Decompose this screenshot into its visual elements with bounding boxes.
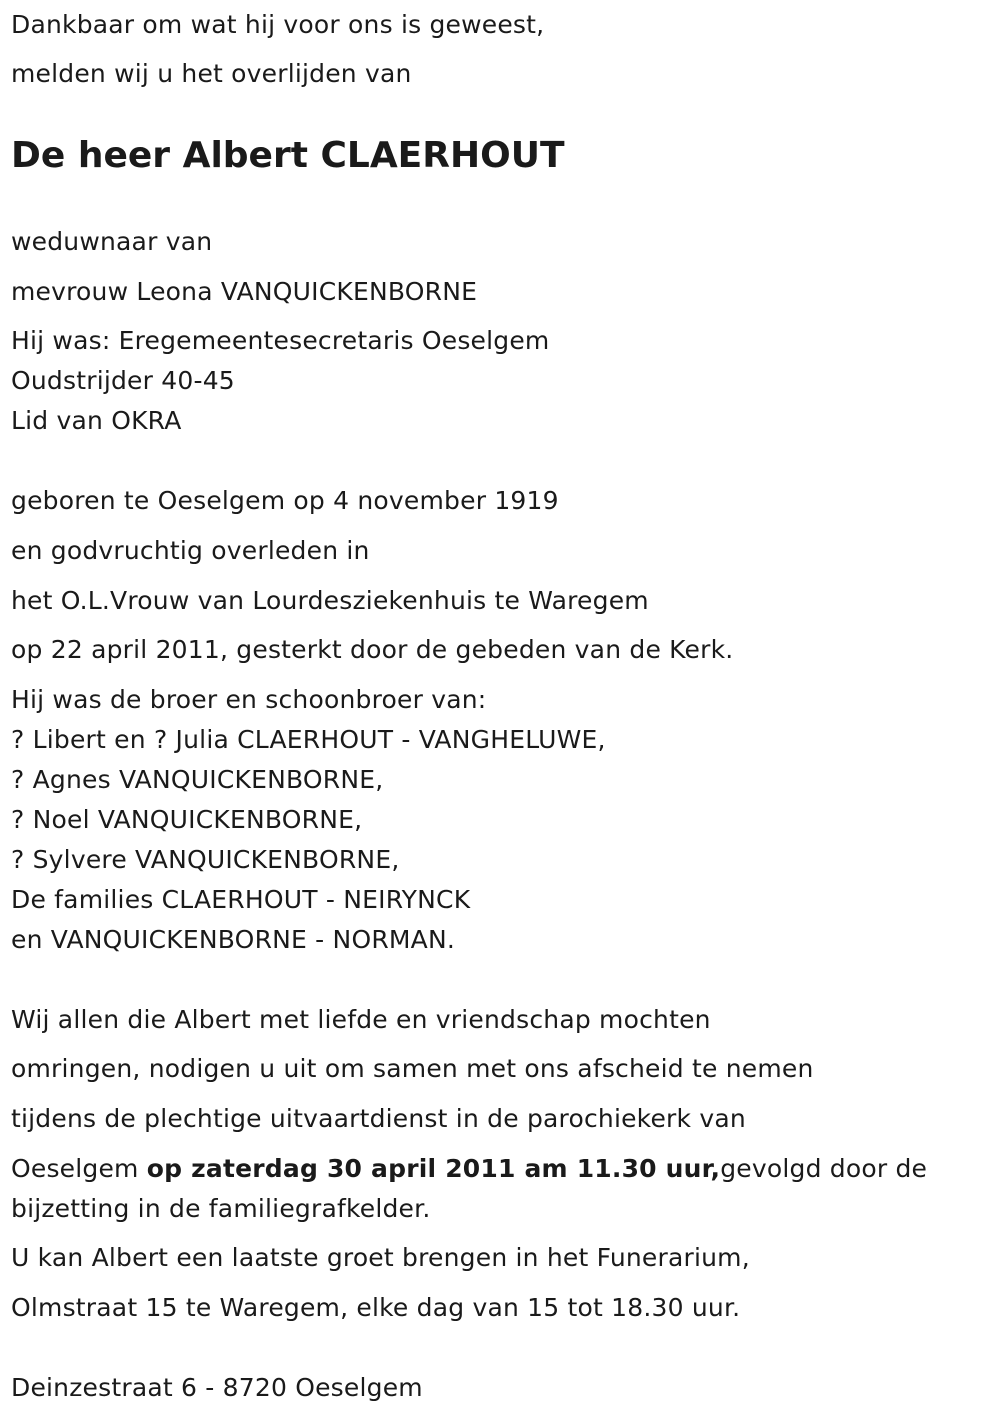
family-line: ? Libert en ? Julia CLAERHOUT - VANGHELUWE, xyxy=(11,725,606,754)
ceremony-line-5: bijzetting in de familiegrafkelder. xyxy=(11,1194,431,1223)
role-line: Hij was: Eregemeentesecretaris Oeselgem xyxy=(11,326,550,355)
family-line: ? Agnes VANQUICKENBORNE, xyxy=(11,765,384,794)
family-line: De families CLAERHOUT - NEIRYNCK xyxy=(11,885,471,914)
ceremony-continuation: gevolgd door de xyxy=(720,1154,928,1183)
intro-line-1: Dankbaar om wat hij voor ons is geweest, xyxy=(11,10,545,39)
ceremony-line-2: omringen, nodigen u uit om samen met ons afscheid te nemen xyxy=(11,1054,814,1083)
deceased-name: De heer Albert CLAERHOUT xyxy=(11,135,565,176)
family-line: Hij was de broer en schoonbroer van: xyxy=(11,685,487,714)
spouse-line-1: weduwnaar van xyxy=(11,227,213,256)
ceremony-line-3: tijdens de plechtige uitvaartdienst in de parochiekerk van xyxy=(11,1104,746,1133)
family-line: ? Sylvere VANQUICKENBORNE, xyxy=(11,845,400,874)
role-line: Oudstrijder 40-45 xyxy=(11,366,235,395)
life-line: op 22 april 2011, gesterkt door de gebeden van de Kerk. xyxy=(11,635,734,664)
family-line: ? Noel VANQUICKENBORNE, xyxy=(11,805,363,834)
ceremony-line-1: Wij allen die Albert met liefde en vriendschap mochten xyxy=(11,1005,711,1034)
life-line: het O.L.Vrouw van Lourdesziekenhuis te Waregem xyxy=(11,586,649,615)
visitation-line-1: U kan Albert een laatste groet brengen in het Funerarium, xyxy=(11,1243,750,1272)
family-address: Deinzestraat 6 - 8720 Oeselgem xyxy=(11,1373,423,1402)
life-line: geboren te Oeselgem op 4 november 1919 xyxy=(11,486,559,515)
ceremony-date-time: op zaterdag 30 april 2011 am 11.30 uur, xyxy=(146,1154,721,1183)
family-line: en VANQUICKENBORNE - NORMAN. xyxy=(11,925,456,954)
life-line: en godvruchtig overleden in xyxy=(11,536,370,565)
ceremony-line-4 xyxy=(11,1154,927,1184)
visitation-line-2: Olmstraat 15 te Waregem, elke dag van 15 tot 18.30 uur. xyxy=(11,1293,741,1322)
ceremony-place: Oeselgem xyxy=(11,1154,147,1183)
role-line: Lid van OKRA xyxy=(11,406,182,435)
spouse-line-2: mevrouw Leona VANQUICKENBORNE xyxy=(11,277,478,306)
intro-line-2: melden wij u het overlijden van xyxy=(11,59,412,88)
